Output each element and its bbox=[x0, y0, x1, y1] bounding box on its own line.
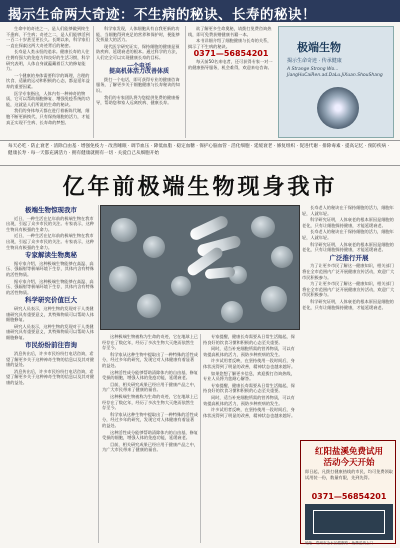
paragraph: 科学研究证明，人体衰老的根本原因是细胞的老化，只有让细胞保持健康，才能延缓衰老。 bbox=[302, 298, 394, 310]
trial-ad-box bbox=[300, 440, 396, 544]
ad-footer: 地址：郑州市金水区健康路 · 免费送货上门 bbox=[305, 541, 374, 545]
paragraph: 本书详细介绍了细胞健康与长寿的关系，揭示了不生病的秘诀。 bbox=[188, 38, 272, 49]
banner-title: 揭示生命两大奇迹：不生病的秘诀、长寿的秘诀！ bbox=[8, 7, 316, 23]
book-cover-image bbox=[278, 26, 394, 138]
book-english-text: A Strange Strong Wo... JiangHuCaiRen.ad.DaLu.JiXuan.ShouShang bbox=[287, 67, 383, 78]
paragraph: 长寿老人的秘诀在于保持细胞的活力，细胞年轻，人就年轻。 bbox=[302, 205, 394, 216]
column-divider bbox=[200, 334, 201, 543]
book-subtitle: 揭示生命奇迹 · 传承健康 bbox=[287, 58, 342, 64]
paragraph: 这种活性成分能够帮助清除体内的自由基，修复受损的细胞，增强人体的免疫功能，延缓衰老。 bbox=[102, 369, 198, 381]
paragraph: 专家提醒，健康长寿需要从日常生活做起，保持良好的饮食习惯和积极的心态至关重要。 bbox=[203, 334, 295, 345]
paragraph: 为了让更多市民了解这一健康知识，相关部门将在全市范围内广泛开展健康宣传活动，欢迎广大市民积极参与。 bbox=[302, 263, 395, 280]
paragraph: 专家提醒，健康长寿需要从日常生活做起，保持良好的饮食习惯和积极的心态至关重要。 bbox=[203, 382, 295, 394]
paragraph: 长寿是人类永恒的追求。健康长寿的人往往拥有强大的免疫力和良好的生活习惯，科学研究表明，人体自身就蕴藏着巨大的修复能力。 bbox=[6, 49, 90, 72]
paragraph: 近日，一种生活在亿年前的极端生物在我市出现，引起了众多市民的关注。专家表示，这种生物具有极强的生命力。 bbox=[6, 233, 94, 250]
paragraph: 每天前50名来电者，还可获得专家一对一的健康指导服务，机会难得，欢迎来电咨询。 bbox=[188, 58, 273, 70]
paragraph: 消息传出后，许多市民纷纷打电话咨询，希望了解更多关于这种神奇生物的信息以及其对健康的益处。 bbox=[6, 351, 94, 368]
lower-right-column bbox=[302, 205, 396, 437]
section-heading: 广泛推行开展 bbox=[329, 253, 369, 262]
benefits-text: 每天必吃 · 防止衰老 · 清除自由基 · 增强免疫力 · 改善睡眠 · 调节血压 · 降低血脂 · 稳定血糖 · 保护心脑血管 · 活化细胞 · 延缓衰老 · 修复组织 · 促进代谢 · 排除毒素 · 提高记忆 · 预防疾病 · 健康长寿 · 每一天都充满活力 · 拥有健康就拥有一切 · 关爱自己从细胞开始 bbox=[8, 144, 390, 156]
paragraph: 这种极端生物被称为生命的奇迹，它在地球上已经存在了数亿年，经历了多次生物大灭绝而依然生存至今。 bbox=[102, 393, 198, 411]
paragraph: 同时，适当补充细胞所需的营养物质，可以有效提高机体的活力，预防多种疾病的发生。 bbox=[203, 394, 295, 406]
paragraph: 现代医学研究证实，保持细胞的健康是预防疾病、延缓衰老的根本。通过科学的方法，人们完全可以实现健康长寿的目标。 bbox=[96, 43, 180, 60]
paragraph: 目前，相关研究成果已经应用于健康产品之中，为广大市民带来了健康的福音。 bbox=[102, 441, 198, 453]
paragraph: 许多试用者反映，在坚持使用一段时间后，身体状况得到了明显的改善，精神状态也越来越好。 bbox=[203, 407, 296, 418]
paragraph: 同时，适当补充细胞所需的营养物质，可以有效提高机体的活力，预防多种疾病的发生。 bbox=[203, 346, 295, 357]
section-heading: 专家解读生物奥秘 bbox=[25, 251, 77, 260]
paragraph: 科学家从这种生物中提取出了一种特殊的活性成分，经过多年的研究，发现它对人体健康有着显著的益处。 bbox=[102, 351, 198, 368]
disc-icon bbox=[317, 87, 359, 129]
paragraph: 生命中的奇迹之一，是人们能够做到终生不患病、不生病；奇迹之二，是人们能够活到一百二十岁甚至更长久。长期以来，科学家们一直在探索这两大奇迹背后的秘密。 bbox=[6, 26, 90, 48]
top-middle-column bbox=[96, 26, 182, 138]
paragraph: 研究人员表示，这种生物的发现对于人类健康研究具有重要意义，其特殊物质可以帮助人体细胞修复。 bbox=[6, 305, 94, 323]
paragraph: 据专家介绍，这种极端生物能够在高温、高压、强辐射等极端环境下生存，其体内含有特殊的活性物质。 bbox=[6, 260, 94, 277]
section-heading: 极端生物惊现我市 bbox=[25, 206, 77, 214]
paragraph: 拨打一个电话，即可获得专业的健康咨询服务，了解更多关于细胞健康与长寿秘诀的知识。 bbox=[96, 76, 180, 93]
book-title: 极端生物 bbox=[297, 41, 341, 54]
paragraph: 这种极端生物被称为生命的奇迹，它在地球上已经存在了数亿年，经历了多次生物大灭绝而依然生存至今。 bbox=[102, 334, 198, 351]
paragraph: 目前，相关研究成果已经应用于健康产品之中，为广大市民带来了健康的福音。 bbox=[102, 381, 198, 393]
section-heading: 市民纷纷前往咨询 bbox=[25, 341, 77, 350]
paragraph: 科学研究证明，人体衰老的根本原因是细胞的老化，只有让细胞保持健康，才能延缓衰老。 bbox=[302, 241, 394, 253]
top-left-column bbox=[6, 26, 90, 138]
subheading: 一个电话 提高机体活力改善体质 bbox=[108, 62, 169, 76]
top-right-column bbox=[188, 26, 274, 138]
section-heading: 科学研究价值巨大 bbox=[25, 296, 77, 305]
ad-phone: 0371—56854201 bbox=[311, 492, 387, 501]
benefits-strip bbox=[0, 140, 400, 166]
paragraph: 科学家发现，人体细胞具有自我更新的功能，当细胞得到充足的营养和保护时，便能够发挥最大的活力。 bbox=[96, 26, 180, 43]
paragraph: 这种活性成分能够帮助清除体内的自由基，修复受损的细胞，增强人体的免疫功能，延缓衰老。 bbox=[102, 429, 198, 441]
product-label-icon bbox=[313, 510, 385, 534]
paragraph: 长寿老人的秘诀在于保持细胞的活力，细胞年轻，人就年轻。 bbox=[302, 229, 394, 240]
paragraph: 科学研究证明，人体衰老的根本原因是细胞的老化，只有让细胞保持健康，才能延缓衰老。 bbox=[302, 217, 394, 228]
paragraph: 科学家从这种生物中提取出了一种特殊的活性成分，经过多年的研究，发现它对人体健康有着显著的益处。 bbox=[102, 411, 198, 428]
main-headline: 亿年前极端生物现身我市 bbox=[62, 175, 338, 200]
paragraph: 消息传出后，许多市民纷纷打电话咨询，希望了解更多关于这种神奇生物的信息以及其对健康的益处。 bbox=[6, 368, 94, 386]
column-divider bbox=[98, 205, 99, 543]
paragraph: 我们的专家团队将为您提供免费的健康指导，帮助您和家人远离疾病、健康长寿。 bbox=[96, 94, 180, 106]
paragraph: 如果您想了解更多信息，欢迎拨打咨询热线，专业人员将为您耐心解答。 bbox=[203, 370, 295, 382]
top-banner bbox=[0, 0, 400, 22]
lower-middle-column bbox=[102, 334, 198, 543]
ad-product-image bbox=[305, 504, 393, 540]
paragraph: 据专家介绍，这种极端生物能够在高温、高压、强辐射等极端环境下生存，其体内含有特殊的活性物质。 bbox=[6, 278, 94, 295]
paragraph: 一个健康的身体需要科学的调理，合理的饮食、适量的运动和积极的心态，都是延年益寿的重要因素。 bbox=[6, 72, 90, 89]
hotline-phone: 0371—56854201 bbox=[193, 49, 269, 59]
lower-right-middle-column bbox=[203, 334, 297, 543]
ad-title-line-2: 活动今天开始 bbox=[323, 458, 375, 468]
lower-left-column bbox=[6, 205, 96, 543]
paragraph: 我们的身体每天都在进行着新陈代谢，细胞不断更新换代，只有保持细胞的活力，才能真正实现不生病、长寿命的梦想。 bbox=[6, 108, 90, 125]
paragraph: 医学专家指出，人体内有一种神奇的物质，它可以帮助细胞修复、增强免疫系统的功能，这就是人们所说的生命的秘诀。 bbox=[6, 90, 90, 107]
column-divider bbox=[93, 26, 94, 138]
paragraph: 近日，一种生活在亿年前的极端生物在我市出现，引起了众多市民的关注。专家表示，这种生物具有极强的生命力。 bbox=[6, 215, 94, 232]
column-divider bbox=[185, 26, 186, 138]
ad-description: 即日起，凡拨打健康热线的市民，均可免费领取试用装一份，数量有限，先到先得。 bbox=[305, 469, 393, 480]
paragraph: 研究人员表示，这种生物的发现对于人类健康研究具有重要意义，其特殊物质可以帮助人体细胞修复。 bbox=[6, 323, 94, 340]
paragraph: 欲了解更多生命奥秘，请拨打免费咨询热线，即可免费获赠健康书籍一本。 bbox=[188, 26, 272, 37]
paragraph: 为了让更多市民了解这一健康知识，相关部门将在全市范围内广泛开展健康宣传活动，欢迎广大市民积极参与。 bbox=[302, 281, 395, 298]
paragraph: 许多试用者反映，在坚持使用一段时间后，身体状况得到了明显的改善，精神状态也越来越好。 bbox=[203, 358, 296, 369]
ad-title-line-1: 红阳盐溪免费试用 bbox=[314, 447, 383, 457]
microscope-photo bbox=[100, 205, 300, 330]
